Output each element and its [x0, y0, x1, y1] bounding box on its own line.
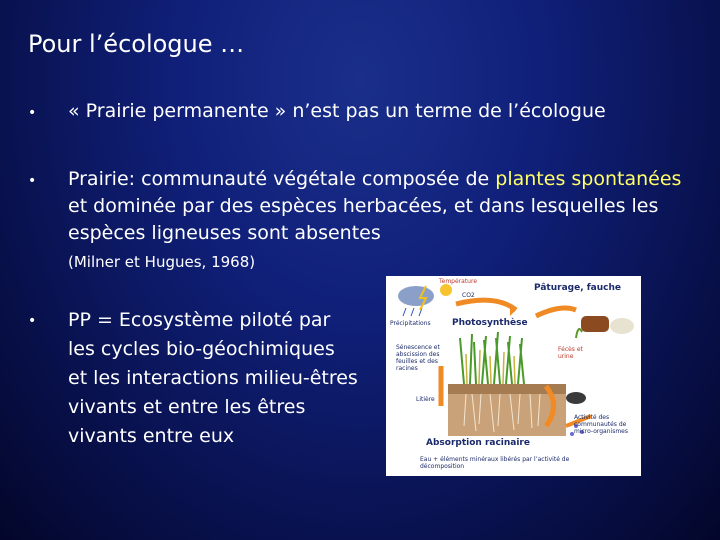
bullet-text	[68, 166, 688, 247]
photosynthese-label: Photosynthèse	[452, 318, 528, 328]
page-title: Pour l’écologue …	[28, 30, 245, 58]
sheep-icon	[610, 318, 634, 334]
co2-label: CO2	[462, 292, 475, 299]
precipitations-label: Précipitations	[390, 320, 431, 327]
definition-highlight: plantes spontanées	[495, 168, 682, 190]
definition-text-start: Prairie: communauté végétale composée de	[68, 168, 496, 190]
litiere-label: Litière	[416, 396, 435, 403]
feces-label: Fécès et urine	[558, 346, 583, 360]
eau-label: Eau + éléments minéraux libérés par l’activité de décomposition	[420, 456, 570, 470]
bullet-text: « Prairie permanente » n’est pas un terme de l’écologue	[68, 100, 606, 122]
absorption-label: Absorption racinaire	[426, 438, 530, 448]
bullet-text: PP = Ecosystème piloté par les cycles bio-géochimiques et les interactions milieu-êtres vivants et entre les êtres vivants entre eux	[68, 309, 358, 447]
definition-text-end: et dominée par des espèces herbacées, et dans lesquelles les espèces ligneuses sont absentes	[68, 195, 659, 244]
bullet-marker: •	[28, 105, 37, 121]
cloud-icon	[398, 286, 434, 306]
sun-icon	[440, 284, 452, 296]
arrow-photosynthesis	[456, 300, 516, 310]
senescence-label: Sénescence et abscission des feuilles et des racines	[396, 344, 440, 372]
cow-icon	[581, 316, 609, 332]
temperature-label: Température	[439, 278, 478, 285]
arrow-grazing	[536, 308, 576, 316]
small-plant-icon	[576, 329, 582, 338]
activite-label: Activité des communautés de micro-organismes	[574, 414, 628, 435]
bullet-marker: •	[28, 313, 37, 329]
ecosystem-diagram	[386, 276, 641, 476]
rain-icon	[403, 308, 422, 316]
mole-icon	[566, 392, 586, 404]
bullet-marker: •	[28, 173, 37, 189]
citation: (Milner et Hugues, 1968)	[68, 253, 256, 271]
paturage-label: Pâturage, fauche	[534, 283, 621, 293]
